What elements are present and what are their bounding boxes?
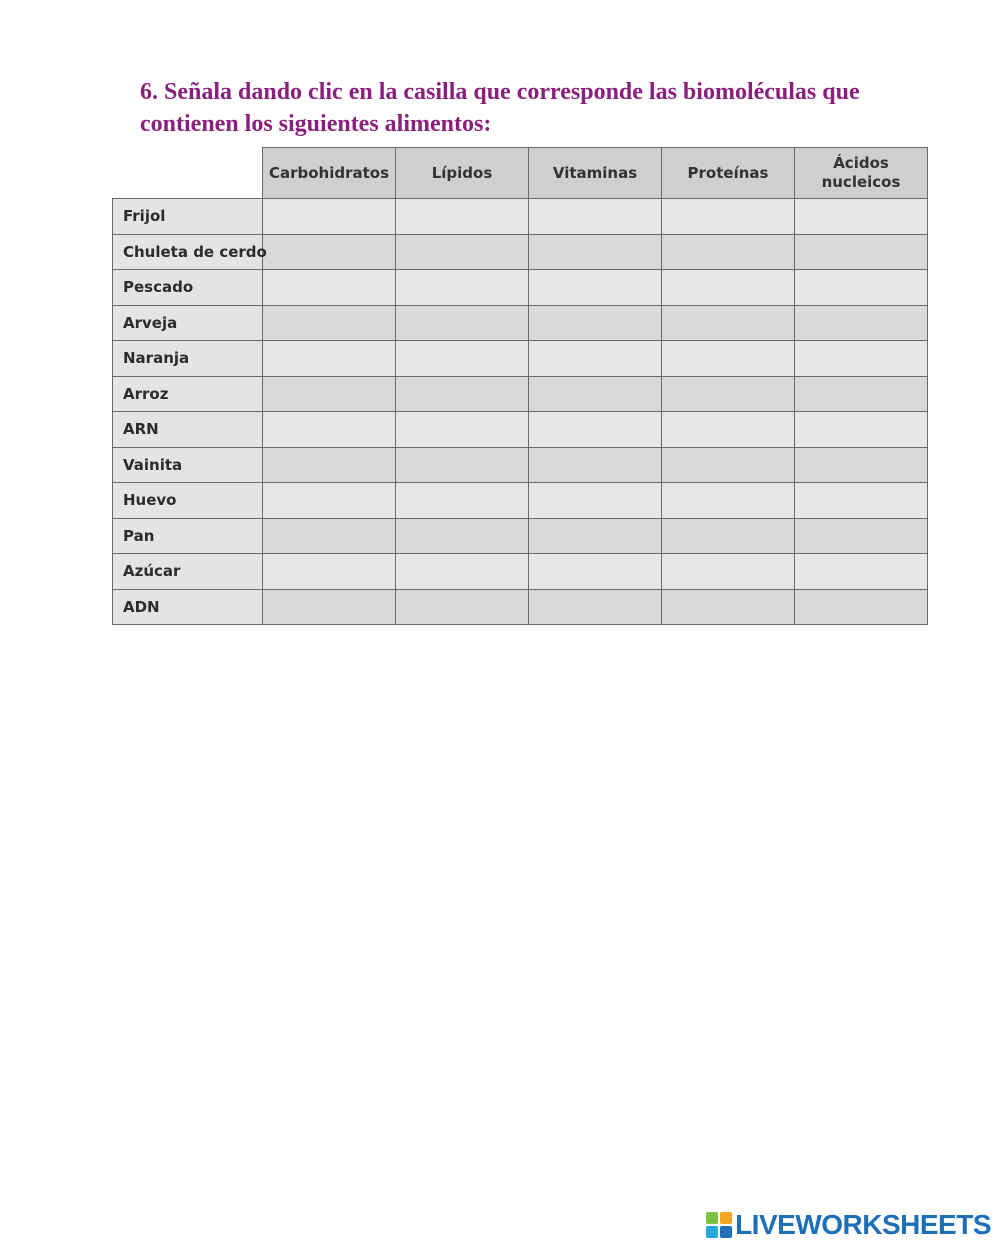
column-header-carbohidratos: Carbohidratos <box>263 148 396 199</box>
checkbox-cell-carbohidratos[interactable] <box>263 341 396 377</box>
checkbox-cell-carbohidratos[interactable] <box>263 483 396 519</box>
checkbox-cell-carbohidratos[interactable] <box>263 447 396 483</box>
table-row <box>113 305 928 341</box>
row-label: Arroz <box>113 376 263 412</box>
checkbox-cell-proteinas[interactable] <box>662 376 795 412</box>
checkbox-cell-proteinas[interactable] <box>662 199 795 235</box>
checkbox-cell-vitaminas[interactable] <box>529 447 662 483</box>
row-label: ARN <box>113 412 263 448</box>
instruction-line-2: contienen los siguientes alimentos: <box>140 111 492 137</box>
checkbox-cell-proteinas[interactable] <box>662 412 795 448</box>
instruction-line-1: 6. Señala dando clic en la casilla que corresponde las biomoléculas que <box>140 79 860 105</box>
checkbox-cell-acidos-nucleicos[interactable] <box>795 412 928 448</box>
checkbox-cell-carbohidratos[interactable] <box>263 270 396 306</box>
checkbox-cell-lipidos[interactable] <box>396 305 529 341</box>
checkbox-cell-vitaminas[interactable] <box>529 199 662 235</box>
checkbox-cell-lipidos[interactable] <box>396 447 529 483</box>
table-row <box>113 234 928 270</box>
checkbox-cell-acidos-nucleicos[interactable] <box>795 305 928 341</box>
checkbox-cell-acidos-nucleicos[interactable] <box>795 554 928 590</box>
checkbox-cell-carbohidratos[interactable] <box>263 589 396 625</box>
table-row <box>113 341 928 377</box>
checkbox-cell-vitaminas[interactable] <box>529 589 662 625</box>
row-label: Azúcar <box>113 554 263 590</box>
table-row <box>113 376 928 412</box>
checkbox-cell-proteinas[interactable] <box>662 554 795 590</box>
table-body <box>113 199 928 625</box>
biomolecules-table <box>112 147 928 625</box>
checkbox-cell-lipidos[interactable] <box>396 234 529 270</box>
header-row <box>113 148 928 199</box>
checkbox-cell-vitaminas[interactable] <box>529 376 662 412</box>
checkbox-cell-acidos-nucleicos[interactable] <box>795 376 928 412</box>
checkbox-cell-proteinas[interactable] <box>662 341 795 377</box>
checkbox-cell-vitaminas[interactable] <box>529 341 662 377</box>
column-header-proteinas: Proteínas <box>662 148 795 199</box>
checkbox-cell-vitaminas[interactable] <box>529 412 662 448</box>
checkbox-cell-carbohidratos[interactable] <box>263 305 396 341</box>
checkbox-cell-vitaminas[interactable] <box>529 518 662 554</box>
checkbox-cell-proteinas[interactable] <box>662 270 795 306</box>
checkbox-cell-lipidos[interactable] <box>396 518 529 554</box>
table-row <box>113 483 928 519</box>
table-row <box>113 270 928 306</box>
checkbox-cell-carbohidratos[interactable] <box>263 234 396 270</box>
checkbox-cell-lipidos[interactable] <box>396 270 529 306</box>
checkbox-cell-vitaminas[interactable] <box>529 305 662 341</box>
row-label: Vainita <box>113 447 263 483</box>
column-header-vitaminas: Vitaminas <box>529 148 662 199</box>
checkbox-cell-vitaminas[interactable] <box>529 270 662 306</box>
brand-name: LIVEWORKSHEETS <box>735 1209 991 1240</box>
checkbox-cell-acidos-nucleicos[interactable] <box>795 447 928 483</box>
checkbox-cell-lipidos[interactable] <box>396 412 529 448</box>
table-row <box>113 199 928 235</box>
checkbox-cell-vitaminas[interactable] <box>529 483 662 519</box>
checkbox-cell-lipidos[interactable] <box>396 376 529 412</box>
checkbox-cell-acidos-nucleicos[interactable] <box>795 270 928 306</box>
checkbox-cell-carbohidratos[interactable] <box>263 518 396 554</box>
checkbox-cell-proteinas[interactable] <box>662 447 795 483</box>
checkbox-cell-acidos-nucleicos[interactable] <box>795 234 928 270</box>
liveworksheets-brand <box>706 1211 991 1239</box>
row-label: Arveja <box>113 305 263 341</box>
checkbox-cell-carbohidratos[interactable] <box>263 199 396 235</box>
table-row <box>113 412 928 448</box>
checkbox-cell-lipidos[interactable] <box>396 554 529 590</box>
row-label: Frijol <box>113 199 263 235</box>
checkbox-cell-acidos-nucleicos[interactable] <box>795 341 928 377</box>
table-row <box>113 518 928 554</box>
checkbox-cell-lipidos[interactable] <box>396 483 529 519</box>
checkbox-cell-carbohidratos[interactable] <box>263 376 396 412</box>
row-label: Naranja <box>113 341 263 377</box>
checkbox-cell-acidos-nucleicos[interactable] <box>795 483 928 519</box>
checkbox-cell-proteinas[interactable] <box>662 483 795 519</box>
column-header-acidos-nucleicos-text: Ácidos nucleicos <box>821 154 901 191</box>
checkbox-cell-proteinas[interactable] <box>662 305 795 341</box>
row-label: Pescado <box>113 270 263 306</box>
checkbox-cell-carbohidratos[interactable] <box>263 554 396 590</box>
liveworksheets-logo-icon <box>706 1212 732 1238</box>
row-label: Chuleta de cerdo <box>113 234 263 270</box>
checkbox-cell-lipidos[interactable] <box>396 589 529 625</box>
checkbox-cell-lipidos[interactable] <box>396 341 529 377</box>
table-row <box>113 447 928 483</box>
column-header-lipidos: Lípidos <box>396 148 529 199</box>
row-label: Pan <box>113 518 263 554</box>
checkbox-cell-proteinas[interactable] <box>662 234 795 270</box>
checkbox-cell-acidos-nucleicos[interactable] <box>795 589 928 625</box>
row-label: Huevo <box>113 483 263 519</box>
table-row <box>113 589 928 625</box>
checkbox-cell-carbohidratos[interactable] <box>263 412 396 448</box>
checkbox-cell-vitaminas[interactable] <box>529 234 662 270</box>
row-label: ADN <box>113 589 263 625</box>
column-header-acidos-nucleicos <box>795 148 928 199</box>
table-row <box>113 554 928 590</box>
checkbox-cell-proteinas[interactable] <box>662 518 795 554</box>
table-corner <box>113 148 263 199</box>
checkbox-cell-vitaminas[interactable] <box>529 554 662 590</box>
instruction-text <box>140 76 940 140</box>
checkbox-cell-proteinas[interactable] <box>662 589 795 625</box>
checkbox-cell-acidos-nucleicos[interactable] <box>795 199 928 235</box>
checkbox-cell-acidos-nucleicos[interactable] <box>795 518 928 554</box>
checkbox-cell-lipidos[interactable] <box>396 199 529 235</box>
